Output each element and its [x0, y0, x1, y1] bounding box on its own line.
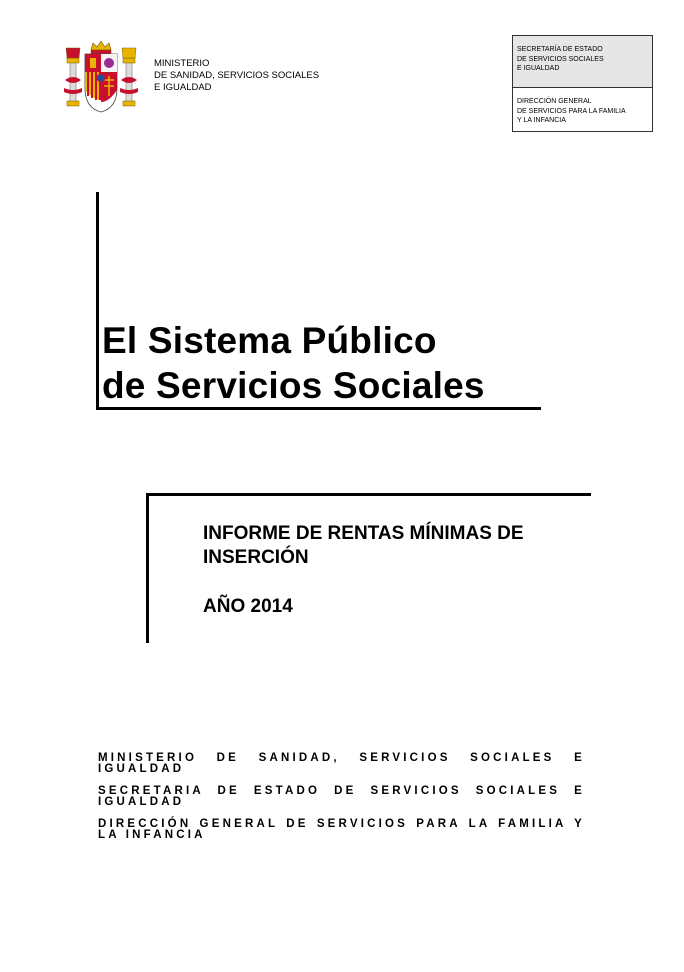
directorate-line: DIRECCIÓN GENERAL [517, 98, 592, 105]
title-line-2: de Servicios Sociales [102, 365, 485, 406]
directorate-line: Y LA INFANCIA [517, 117, 566, 124]
ministry-line: MINISTERIO [154, 58, 210, 69]
secretariat-line: SECRETARÍA DE ESTADO [517, 46, 603, 53]
footer-ministry: MINISTERIO DE SANIDAD, SERVICIOS SOCIALES E IGUALDAD [98, 752, 585, 775]
report-year: AÑO 2014 [203, 596, 293, 617]
report-title-line-1: INFORME DE RENTAS MÍNIMAS DE [203, 523, 524, 544]
title-left-rule [96, 192, 99, 410]
report-title [203, 522, 524, 570]
secretariat-line: E IGUALDAD [517, 65, 560, 72]
footer-directorate: DIRECCIÓN GENERAL DE SERVICIOS PARA LA FAMILIA Y LA INFANCIA [98, 818, 585, 841]
department-box [512, 35, 653, 132]
directorate-line: DE SERVICIOS PARA LA FAMILIA [517, 107, 626, 115]
report-top-rule [146, 493, 591, 496]
document-title [102, 318, 485, 408]
secretariat-cell [513, 36, 652, 88]
title-line-1: El Sistema Público [102, 320, 437, 361]
ministry-line: DE SANIDAD, SERVICIOS SOCIALES [154, 70, 320, 81]
ministry-name [154, 58, 319, 94]
coat-of-arms-icon [64, 40, 138, 116]
footer-secretariat: SECRETARIA DE ESTADO DE SERVICIOS SOCIALES E IGUALDAD [98, 785, 585, 808]
report-left-rule [146, 493, 149, 643]
directorate-cell [513, 88, 652, 126]
report-title-line-2: INSERCIÓN [203, 547, 309, 568]
secretariat-line: DE SERVICIOS SOCIALES [517, 55, 604, 63]
ministry-line: E IGUALDAD [154, 82, 212, 93]
